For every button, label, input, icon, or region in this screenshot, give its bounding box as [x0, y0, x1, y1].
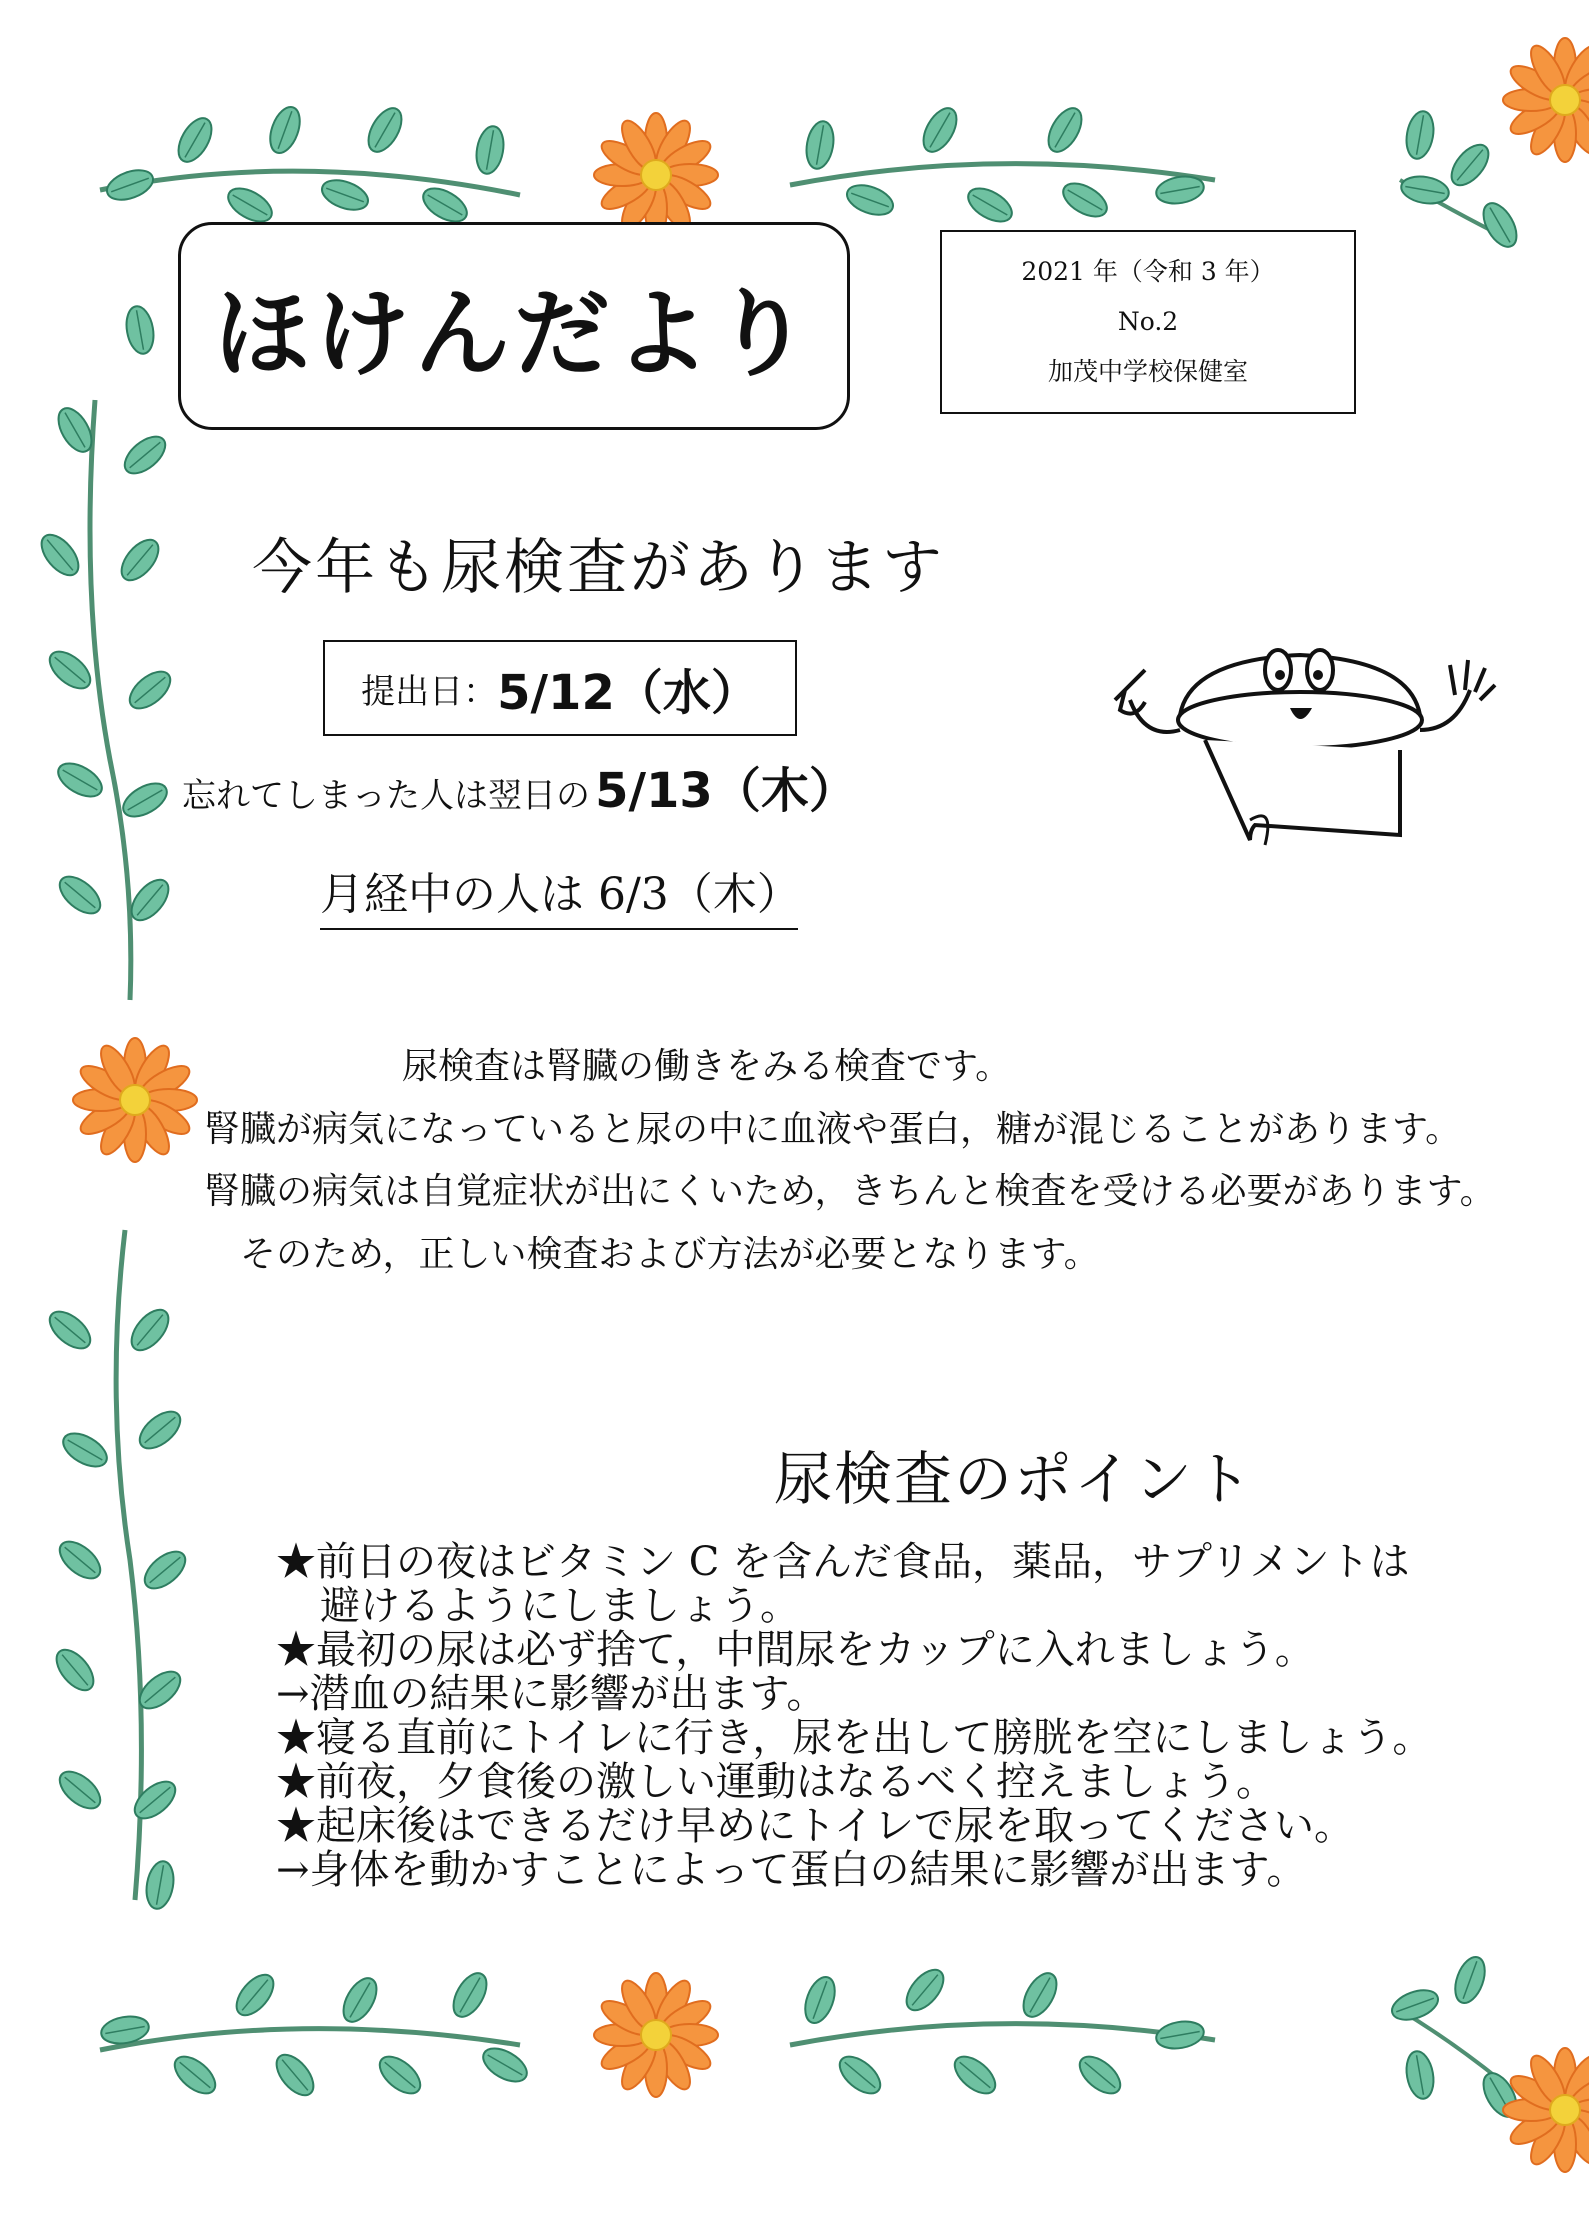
orange-flower-icon [594, 1973, 718, 2097]
explanation-line: そのため，正しい検査および方法が必要となります。 [240, 1234, 1100, 1275]
newsletter-title-text: ほけんだより [214, 277, 814, 390]
list-item: ★前日の夜はビタミン C を含んだ食品，薬品，サプリメントは [276, 1539, 1410, 1585]
submission-date: 5/12（水） [497, 664, 759, 721]
orange-flower-icon [594, 113, 718, 237]
issue-number: No.2 [1117, 307, 1179, 336]
newsletter-title [178, 222, 850, 430]
orange-flower-icon [1503, 2048, 1589, 2172]
left-vine-lower [43, 1230, 191, 1911]
orange-flower-icon [73, 1038, 197, 1162]
orange-flower-icon [1503, 38, 1589, 162]
makeup-date-line [182, 752, 857, 821]
announcement-heading: 今年も尿検査があります [252, 533, 945, 603]
explanation-line: 腎臓が病気になっていると尿の中に血液や蛋白，糖が混じることがあります。 [204, 1109, 1462, 1150]
issue-info-box [940, 230, 1356, 414]
list-item: ★起床後はできるだけ早めにトイレで尿を取ってください。 [276, 1803, 1354, 1849]
list-item: →身体を動かすことによって蛋白の結果に影響が出ます。 [276, 1847, 1307, 1893]
top-vine-left [100, 103, 520, 229]
bottom-vine-left [99, 1968, 532, 2102]
menstruation-note: 月経中の人は 6/3（木） [320, 858, 798, 930]
explanation-line: 尿検査は腎臓の働きをみる検査です。 [402, 1046, 1012, 1087]
left-vine-upper [35, 304, 177, 1000]
makeup-label: 忘れてしまった人は翌日の [182, 776, 590, 816]
bottom-vine-right [790, 1963, 1215, 2100]
makeup-date: 5/13（木） [595, 763, 857, 819]
explanation-line: 腎臓の病気は自覚症状が出にくいため，きちんと検査を受ける必要があります。 [204, 1171, 1496, 1212]
list-item: →潜血の結果に影響が出ます。 [276, 1671, 827, 1717]
submission-label: 提出日： [361, 671, 498, 712]
issue-date: 2021 年（令和 3 年） [1021, 257, 1275, 286]
urine-cup-mascot-icon [1100, 630, 1500, 860]
list-item: ★寝る直前にトイレに行き，尿を出して膀胱を空にしましょう。 [276, 1715, 1433, 1761]
list-item: ★最初の尿は必ず捨て，中間尿をカップに入れましょう。 [276, 1627, 1315, 1673]
submission-date-box [323, 640, 797, 736]
list-item: 避けるようにしましょう。 [320, 1583, 800, 1629]
issuing-office: 加茂中学校保健室 [1047, 357, 1248, 386]
corner-sprig-bottom-right [1388, 1953, 1523, 2122]
points-list [276, 1540, 1432, 1892]
points-heading: 尿検査のポイント [774, 1445, 1255, 1513]
list-item: ★前夜，夕食後の激しい運動はなるべく控えましょう。 [276, 1759, 1276, 1805]
top-vine-right [790, 103, 1215, 229]
corner-sprig-top-right [1399, 109, 1523, 252]
